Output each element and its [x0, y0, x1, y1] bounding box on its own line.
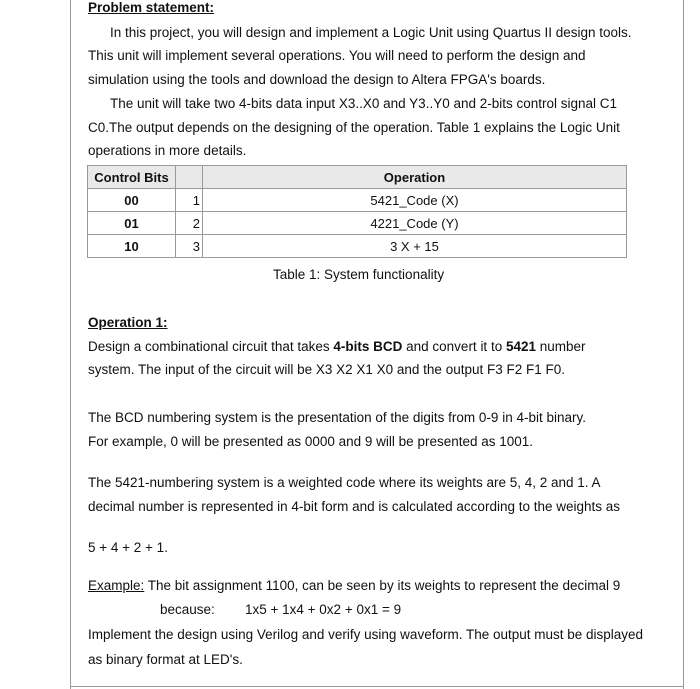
- intro-line-3: simulation using the tools and download the design to Altera FPGA's boards.: [88, 72, 546, 87]
- control-bits-cell: 10: [88, 235, 176, 258]
- because-label: because:: [160, 602, 215, 617]
- implement-line-1: Implement the design using Verilog and verify using waveform. The output must be displayed: [88, 627, 644, 642]
- implement-line-2: as binary format at LED's.: [88, 652, 243, 667]
- operation-1-title: Operation 1:: [88, 315, 168, 330]
- operation-cell: 5421_Code (X): [203, 189, 627, 212]
- table-caption: Table 1: System functionality: [273, 267, 445, 282]
- operation-1-line-1: [88, 339, 586, 354]
- weighted-line-1: The 5421-numbering system is a weighted code where its weights are 5, 4, 2 and 1. A: [88, 475, 601, 490]
- index-header: [176, 166, 203, 189]
- operation-1-5421-term: 5421: [505, 339, 536, 354]
- intro-line-6: operations in more details.: [88, 143, 247, 158]
- control-bits-cell: 00: [88, 189, 176, 212]
- bcd-line-1: The BCD numbering system is the presentation of the digits from 0-9 in 4-bit binary.: [88, 410, 586, 425]
- table-header-row: [88, 166, 627, 189]
- index-cell: 2: [176, 212, 203, 235]
- operation-1-text: Design a combinational circuit that takes: [88, 339, 334, 354]
- index-cell: 3: [176, 235, 203, 258]
- operations-table: [87, 165, 627, 258]
- frame-bottom-border: [70, 686, 684, 687]
- example-line: [88, 578, 620, 593]
- intro-line-1: In this project, you will design and implement a Logic Unit using Quartus II design tools.: [110, 25, 632, 40]
- intro-line-4: The unit will take two 4-bits data input X3..X0 and Y3..Y0 and 2-bits control signal C1: [110, 96, 618, 111]
- operation-cell: 3 X + 15: [203, 235, 627, 258]
- operation-1-bcd-term: 4-bits BCD: [333, 339, 403, 354]
- operation-1-line-2: system. The input of the circuit will be X3 X2 X1 X0 and the output F3 F2 F1 F0.: [88, 362, 565, 377]
- frame-right-border: [683, 0, 684, 689]
- intro-line-5: C0.The output depends on the designing of the operation. Table 1 explains the Logic Unit: [88, 120, 620, 135]
- frame-left-border: [70, 0, 71, 689]
- weights-sum: 5 + 4 + 2 + 1.: [88, 540, 168, 555]
- table-row: [88, 235, 627, 258]
- bcd-line-2: For example, 0 will be presented as 0000 and 9 will be presented as 1001.: [88, 434, 534, 449]
- example-text: The bit assignment 1100, can be seen by its weights to represent the decimal 9: [144, 578, 621, 593]
- control-bits-header: Control Bits: [88, 166, 176, 189]
- operation-1-text: number: [536, 339, 586, 354]
- problem-statement-heading: Problem statement:: [88, 0, 215, 15]
- operation-1-text: and convert it to: [402, 339, 506, 354]
- table-row: [88, 189, 627, 212]
- table-row: [88, 212, 627, 235]
- because-expression: 1x5 + 1x4 + 0x2 + 0x1 = 9: [245, 602, 402, 617]
- intro-line-2: This unit will implement several operations. You will need to perform the design and: [88, 48, 586, 63]
- weighted-line-2: decimal number is represented in 4-bit form and is calculated according to the weights as: [88, 499, 621, 514]
- example-label: Example:: [88, 578, 145, 593]
- operation-header: Operation: [203, 166, 627, 189]
- operation-cell: 4221_Code (Y): [203, 212, 627, 235]
- index-cell: 1: [176, 189, 203, 212]
- control-bits-cell: 01: [88, 212, 176, 235]
